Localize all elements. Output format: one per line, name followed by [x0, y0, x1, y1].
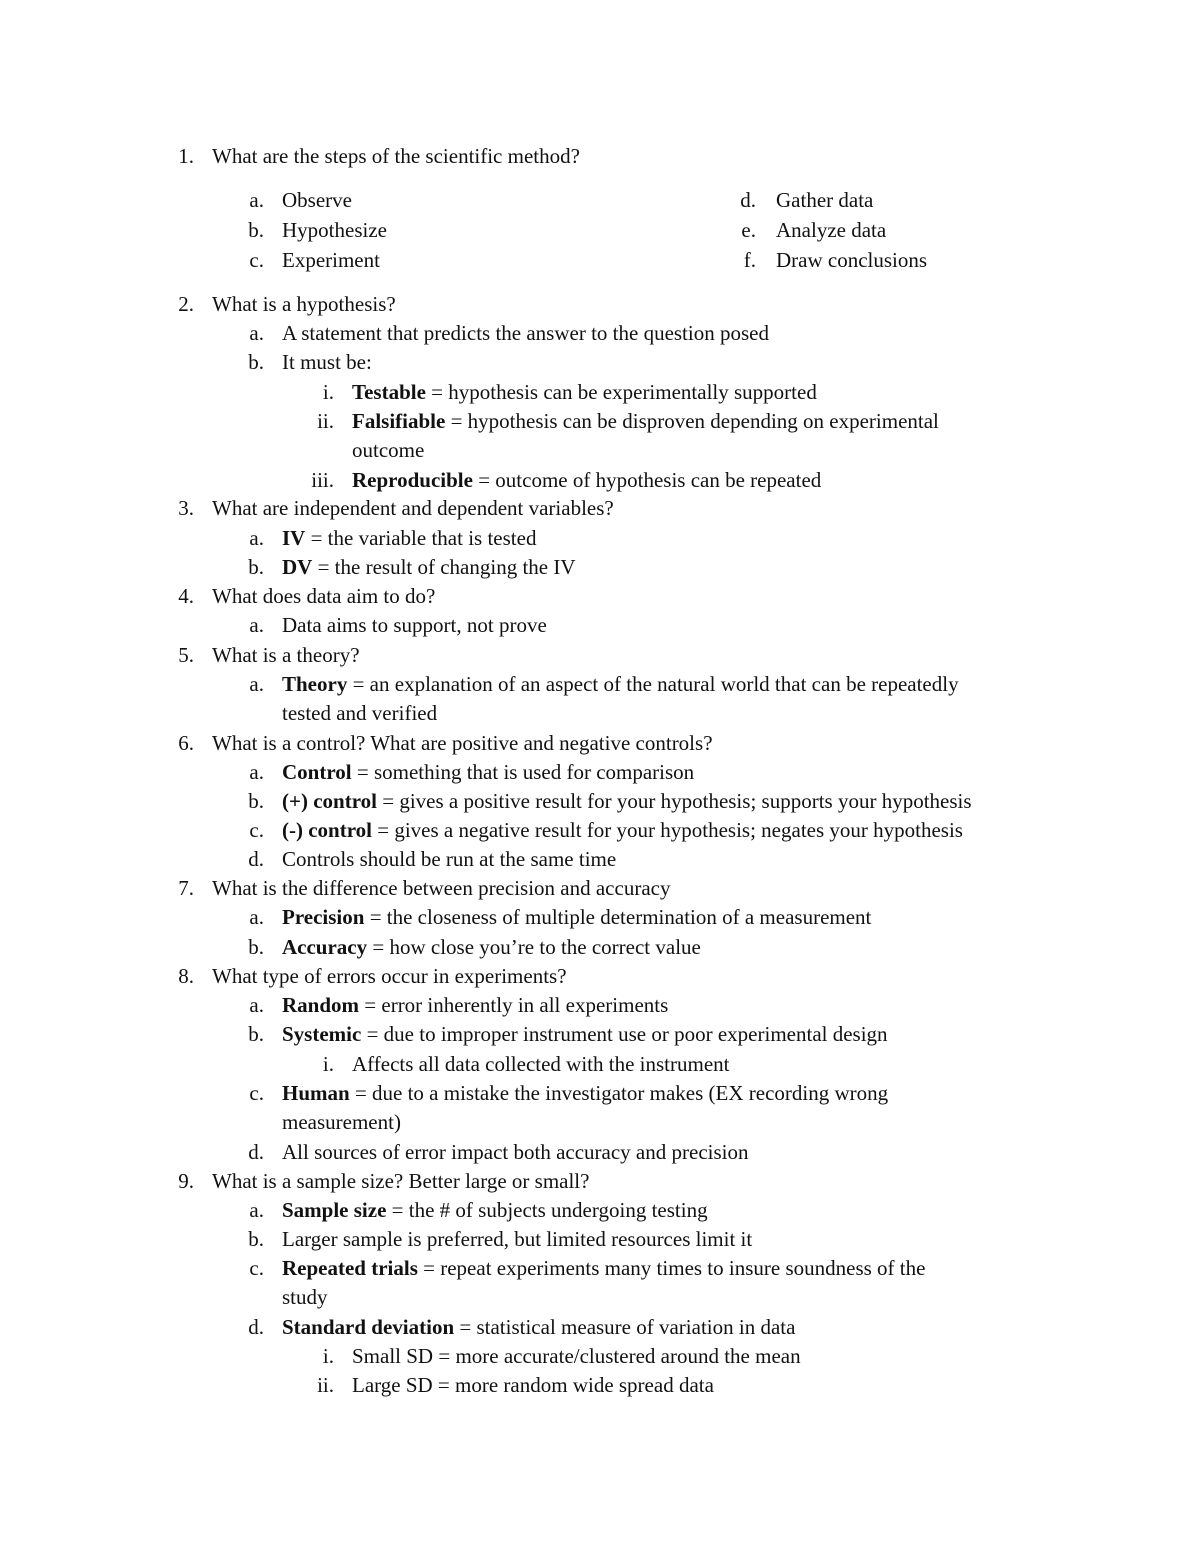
- list-item: It must be:: [282, 350, 372, 374]
- definition: = the # of subjects undergoing testing: [386, 1198, 708, 1222]
- list-item: [352, 409, 939, 433]
- question-text: What is the difference between precision and accuracy: [212, 876, 671, 900]
- definition: = how close you’re to the correct value: [367, 935, 701, 959]
- list-item: Hypothesize: [282, 218, 387, 242]
- question-number: 4.: [178, 584, 194, 608]
- term: Repeated trials: [282, 1256, 418, 1280]
- list-marker: b.: [248, 218, 264, 242]
- term: IV: [282, 526, 306, 550]
- list-marker: b.: [248, 350, 264, 374]
- question-number: 9.: [178, 1169, 194, 1193]
- definition: = outcome of hypothesis can be repeated: [472, 468, 822, 492]
- definition: = gives a negative result for your hypothesis; negates your hypothesis: [372, 818, 963, 842]
- list-item: [282, 905, 871, 929]
- question-number: 6.: [178, 731, 194, 755]
- list-marker: d.: [740, 188, 756, 212]
- definition: = error inherently in all experiments: [359, 993, 669, 1017]
- list-marker: iii.: [311, 468, 334, 492]
- question-number: 2.: [178, 292, 194, 316]
- question-text: What type of errors occur in experiments?: [212, 964, 567, 988]
- list-item: [282, 555, 576, 579]
- list-item: [352, 380, 817, 404]
- term: Precision: [282, 905, 365, 929]
- list-marker: b.: [248, 1227, 264, 1251]
- definition: = repeat experiments many times to insure soundness of the: [417, 1256, 926, 1280]
- term: (-) control: [282, 818, 372, 842]
- question-text: What is a hypothesis?: [212, 292, 396, 316]
- list-item: Larger sample is preferred, but limited resources limit it: [282, 1227, 753, 1251]
- list-item: Small SD = more accurate/clustered around the mean: [352, 1344, 801, 1368]
- question-text: What does data aim to do?: [212, 584, 436, 608]
- list-marker: b.: [248, 555, 264, 579]
- list-item-continuation: study: [282, 1285, 328, 1309]
- list-item: Data aims to support, not prove: [282, 613, 547, 637]
- term: Systemic: [282, 1022, 362, 1046]
- list-item: [282, 818, 963, 842]
- list-marker: e.: [741, 218, 756, 242]
- list-item: Observe: [282, 188, 352, 212]
- list-item: [282, 1256, 925, 1280]
- definition: = the result of changing the IV: [312, 555, 576, 579]
- question-number: 3.: [178, 496, 194, 520]
- list-item: [282, 789, 972, 813]
- list-marker: d.: [248, 1315, 264, 1339]
- definition: = due to a mistake the investigator makes (EX recording wrong: [349, 1081, 889, 1105]
- list-marker: a.: [249, 321, 264, 345]
- question-number: 8.: [178, 964, 194, 988]
- question-text: What is a sample size? Better large or small?: [212, 1169, 590, 1193]
- term: Human: [282, 1081, 350, 1105]
- list-marker: a.: [249, 188, 264, 212]
- list-marker: c.: [249, 1081, 264, 1105]
- list-item: Controls should be run at the same time: [282, 847, 617, 871]
- definition: = hypothesis can be experimentally supported: [425, 380, 817, 404]
- term: Testable: [352, 380, 426, 404]
- list-marker: c.: [249, 818, 264, 842]
- list-item: [282, 760, 694, 784]
- list-marker: b.: [248, 789, 264, 813]
- list-item-continuation: outcome: [352, 438, 425, 462]
- list-marker: i.: [322, 380, 334, 404]
- list-marker: b.: [248, 1022, 264, 1046]
- definition: = gives a positive result for your hypothesis; supports your hypothesis: [376, 789, 972, 813]
- list-item: [282, 993, 668, 1017]
- term: Theory: [282, 672, 348, 696]
- term: Control: [282, 760, 352, 784]
- definition: = something that is used for comparison: [351, 760, 695, 784]
- list-marker: ii.: [317, 1373, 334, 1397]
- list-marker: i.: [322, 1344, 334, 1368]
- question-text: What are the steps of the scientific method?: [212, 144, 580, 168]
- term: Falsifiable: [352, 409, 446, 433]
- question-text: What is a theory?: [212, 643, 360, 667]
- list-marker: a.: [249, 905, 264, 929]
- list-item: Large SD = more random wide spread data: [352, 1373, 714, 1397]
- list-marker: b.: [248, 935, 264, 959]
- term: Reproducible: [352, 468, 473, 492]
- list-marker: a.: [249, 672, 264, 696]
- list-item: Analyze data: [776, 218, 887, 242]
- list-marker: ii.: [317, 409, 334, 433]
- list-marker: a.: [249, 613, 264, 637]
- term: Random: [282, 993, 360, 1017]
- term: Sample size: [282, 1198, 387, 1222]
- term: Accuracy: [282, 935, 368, 959]
- list-item: A statement that predicts the answer to the question posed: [282, 321, 769, 345]
- list-item: [352, 468, 821, 492]
- list-marker: i.: [322, 1052, 334, 1076]
- definition: = due to improper instrument use or poor experimental design: [361, 1022, 888, 1046]
- question-text: What are independent and dependent variables?: [212, 496, 614, 520]
- list-item: [282, 935, 701, 959]
- list-item: All sources of error impact both accuracy and precision: [282, 1140, 749, 1164]
- list-marker: d.: [248, 847, 264, 871]
- list-marker: c.: [249, 1256, 264, 1280]
- question-number: 1.: [178, 144, 194, 168]
- list-marker: a.: [249, 1198, 264, 1222]
- question-number: 7.: [178, 876, 194, 900]
- list-item: Draw conclusions: [776, 248, 928, 272]
- list-item-continuation: measurement): [282, 1110, 401, 1134]
- definition: = the closeness of multiple determination of a measurement: [364, 905, 872, 929]
- list-item: Affects all data collected with the instrument: [352, 1052, 730, 1076]
- list-marker: f.: [743, 248, 756, 272]
- definition: = an explanation of an aspect of the natural world that can be repeatedly: [347, 672, 959, 696]
- term: Standard deviation: [282, 1315, 455, 1339]
- term: (+) control: [282, 789, 377, 813]
- list-item: [282, 1081, 888, 1105]
- list-item-continuation: tested and verified: [282, 701, 438, 725]
- list-item: [282, 1315, 795, 1339]
- definition: = hypothesis can be disproven depending on experimental: [445, 409, 939, 433]
- list-item: [282, 1198, 708, 1222]
- list-marker: a.: [249, 526, 264, 550]
- list-marker: c.: [249, 248, 264, 272]
- list-item: Gather data: [776, 188, 874, 212]
- list-item: [282, 1022, 888, 1046]
- definition: = the variable that is tested: [305, 526, 537, 550]
- question-number: 5.: [178, 643, 194, 667]
- list-marker: a.: [249, 760, 264, 784]
- list-item: [282, 526, 536, 550]
- question-text: What is a control? What are positive and negative controls?: [212, 731, 713, 755]
- term: DV: [282, 555, 313, 579]
- list-marker: a.: [249, 993, 264, 1017]
- list-marker: d.: [248, 1140, 264, 1164]
- list-item: [282, 672, 959, 696]
- list-item: Experiment: [282, 248, 380, 272]
- definition: = statistical measure of variation in data: [454, 1315, 796, 1339]
